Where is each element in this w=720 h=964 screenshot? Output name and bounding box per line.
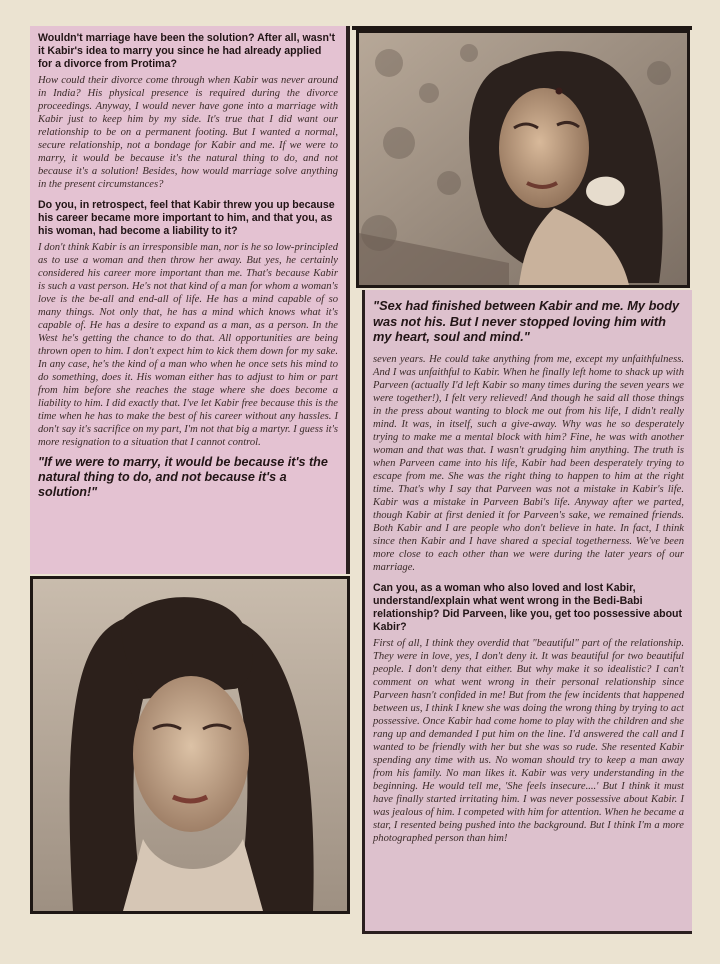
answer-continued: seven years. He could take anything from me, except my unfaithfulness. And I was unfaithful to Kabir. When he finally left home to shack up with Parveen (actually I'd left Kabir so many times during the seven years we were together!), I felt very relieved! And though he said all those things in the press about wanting to block me out from his life, I didn't really mind. It was, in itself, such a give-away. Why was he so desperately trying to make me a mental block with him? Fine, he was with another woman and that was that. I wasn't grudging him anything. The truth is when Parveen came into his life, Kabir had been desperately trying to escape from me. She was the right thing to happen to him at the right time. That's why I say that Parveen was not a mistake in Kabir's life. Kabir was a mistake in Parveen Babi's life. Anyway after we parted, though Kabir at first denied it for Parveen's sake, we remained friends. Both Kabir and I are people who don't believe in hate. In fact, I think since then Kabir and I have shared a special togetherness. We've been more close to each other than we were during the later years of our marriage.	[373, 353, 684, 573]
portrait-photo-bottom	[30, 576, 350, 914]
answer-1: How could their divorce come through when Kabir was never around in India? His physical presence is required during the divorce proceedings. Anyway, I would never have gone into a marriage with Kabir just to keep him by my side. It's true that I did want our relationship to be on a permanent footing. But I wanted a normal, secure relationship, not a bondage for Kabir and me. If we were to marry, it would be because it's the natural thing to do, and not because it's a solution! Besides, how would marriage solve anything in the present circumstances?	[38, 75, 338, 190]
question-3: Can you, as a woman who also loved and lost Kabir, understand/explain what went wrong in the Bedi-Babi relationship? Did Parveen, like you, get too possessive about Kabir?	[373, 581, 683, 633]
question-2: Do you, in retrospect, feel that Kabir threw you up because his career became more important to him, and that you, as his woman, had become a liability to it?	[38, 199, 335, 237]
left-pull-quote: "If we were to marry, it would be because it's the natural thing to do, and not because it's a solution!"	[38, 455, 328, 499]
photo-frame-top	[352, 26, 692, 30]
answer-3: First of all, I think they overdid that "beautiful" part of the relationship. They were in love, yes, I don't deny it. It was beautiful for two beautiful people. I don't deny that either. But why make it so idealistic? I can't comment on what went wrong in their personal relationship since Parveen hasn't confided in me! But from the few incidents that happened between us, I think I knew she was doing the wrong thing by trying to act possessive. Once Kabir had come home to play with the children and she rang up and demanded I put him on the line. I'd answered the call and I wanted to be friendly with her but she was so rude. She resented Kabir spending any time with us. No woman should try to keep a man away from his family. No man likes it. Kabir was very understanding in the beginning. He would tell me, 'She feels insecure....' But I think it must have finally started irritating him. I was never possessive about Kabir. I was jealous of him. I competed with him for attention. When he became a star, I resented being pushed into the background. But I think I'm a more photographed person than him!	[373, 637, 684, 844]
portrait-photo-top	[356, 30, 690, 288]
right-text-column	[362, 290, 692, 934]
portrait-bottom-image	[33, 579, 347, 911]
answer-2: I don't think Kabir is an irresponsible man, nor is he so low-principled as to use a woman and then throw her away. But yes, he certainly considered his career more important than me. That's because Kabir is such a vast person. He's not that kind of a man for whom a woman's love is the be-all and end-all of life. He has a mind capable of so many things. Not only that, he has a mind which knows what it's capable of. He has a desire to expand as a man, as a person. In the West he's getting the chance to do that. All opportunities are being thrown open to him. I don't expect him to kick them down for my sake. In any case, he's the kind of a man who when he once sets his mind to do something, does it. His woman either has to adjust to him or part from him before she reaches the stage where she does become a liability to him. I did exactly that. I've let Kabir free because this is the time when he has to make the best of his career without any hassles. I don't say it's sacrifice on my part, I'm not that big a martyr. I guess it's more resignation to a situation that I cannot control.	[38, 242, 338, 448]
right-pull-quote: "Sex had finished between Kabir and me. My body was not his. But I never stopped loving him with my heart, soul and mind."	[373, 298, 680, 344]
portrait-top-image	[359, 33, 687, 285]
question-1: Wouldn't marriage have been the solution? After all, wasn't it Kabir's idea to marry you since he had already applied for a divorce from Protima?	[38, 32, 335, 70]
left-text-column	[30, 26, 350, 574]
